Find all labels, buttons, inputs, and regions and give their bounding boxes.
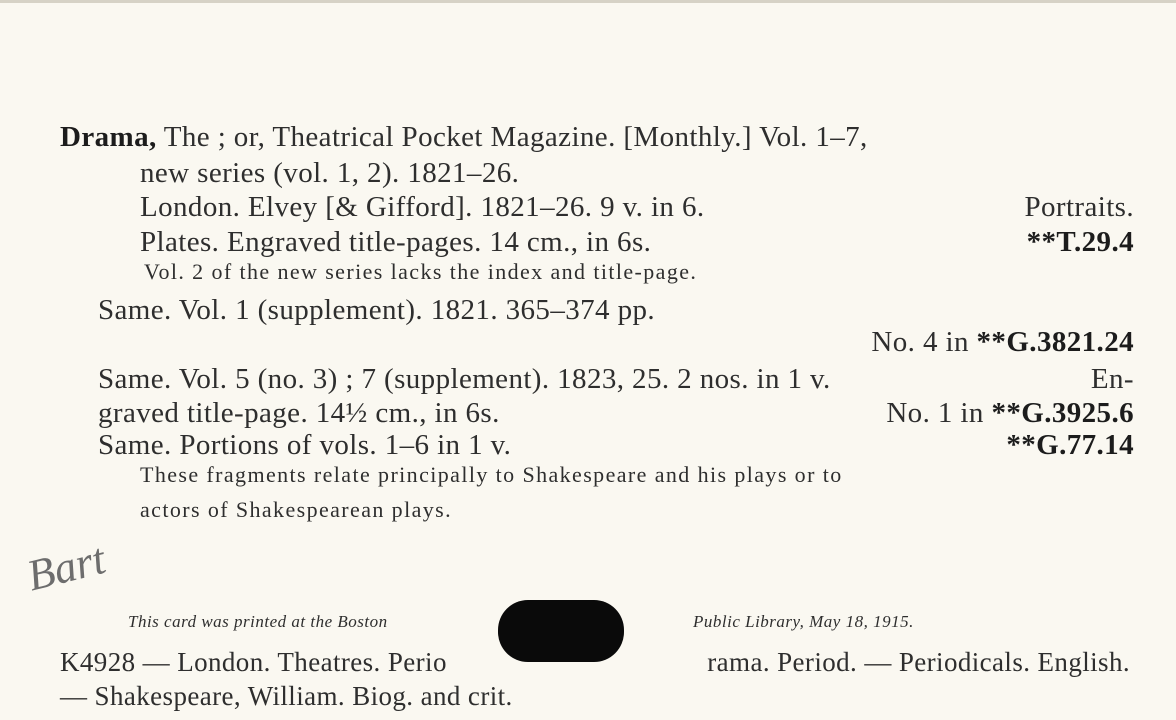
tracings-line-2: — Shakespeare, William. Biog. and crit. <box>60 681 513 711</box>
same2-line-1: Same. Vol. 5 (no. 3) ; 7 (supplement). 1823, 25. 2 nos. in 1 v. <box>98 363 831 395</box>
same2-location-call: **G.3925.6 <box>991 397 1134 429</box>
same2-line-1-right: En- <box>1090 363 1134 395</box>
printer-note-left: This card was printed at the Boston <box>128 612 388 631</box>
same1-line: Same. Vol. 1 (supplement). 1821. 365–374 pp. <box>98 294 656 326</box>
tracings-line-1-left: K4928 — London. Theatres. Perio <box>60 647 447 677</box>
same3-note-2: actors of Shakespearean plays. <box>140 497 453 522</box>
entry-heading-bold: Drama, <box>60 121 157 153</box>
same2-location-prefix: No. 1 in <box>886 397 984 429</box>
card-top-edge <box>0 0 1176 3</box>
entry-heading-rest: The ; or, Theatrical Pocket Magazine. [Monthly.] Vol. 1–7, <box>163 121 868 153</box>
printer-note-right: Public Library, May 18, 1915. <box>693 612 914 631</box>
ink-blot <box>498 600 624 662</box>
same1-location <box>871 325 1134 359</box>
same3-line: Same. Portions of vols. 1–6 in 1 v. <box>98 429 512 461</box>
tracings-line-1-right: rama. Period. — Periodicals. English. <box>707 647 1130 677</box>
entry-line-2: new series (vol. 1, 2). 1821–26. <box>140 157 520 189</box>
same2-location <box>886 396 1134 430</box>
same3-note-1: These fragments relate principally to Shakespeare and his plays or to <box>140 462 843 487</box>
same3-call-number: **G.77.14 <box>1006 429 1134 461</box>
same2-line-2: graved title-page. 14½ cm., in 6s. <box>98 397 500 429</box>
entry-imprint: London. Elvey [& Gifford]. 1821–26. 9 v. in 6. <box>140 191 705 223</box>
same1-location-call: **G.3821.24 <box>976 326 1134 358</box>
entry-call-number: **T.29.4 <box>1026 226 1134 258</box>
same1-location-prefix: No. 4 in <box>871 326 969 358</box>
entry-heading <box>60 120 868 154</box>
entry-physical: Plates. Engraved title-pages. 14 cm., in 6s. <box>140 226 652 258</box>
handwritten-signature: Bart <box>22 534 111 601</box>
entry-imprint-right: Portraits. <box>1024 191 1134 223</box>
entry-note: Vol. 2 of the new series lacks the index and title-page. <box>144 259 698 284</box>
